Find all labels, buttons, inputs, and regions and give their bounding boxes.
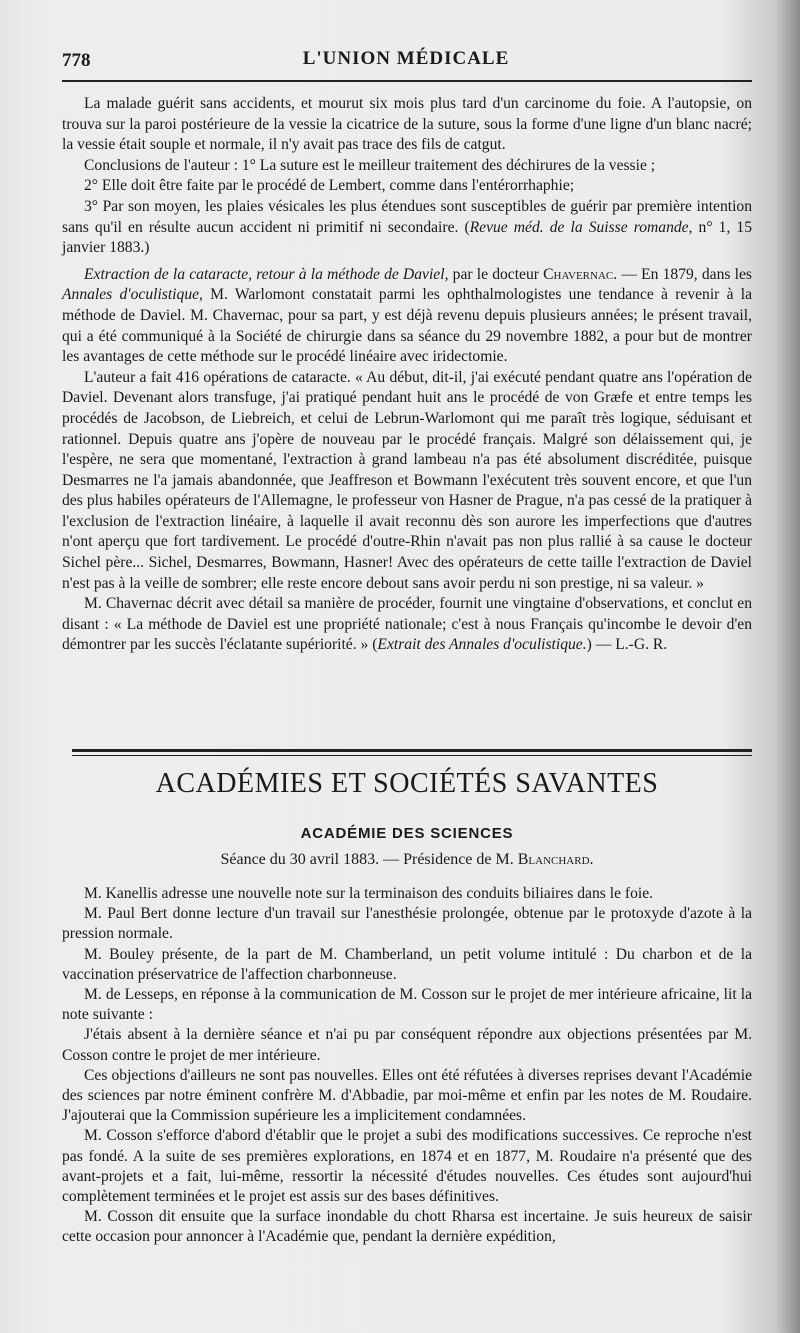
section-rule: [72, 755, 752, 756]
article-title: Extraction de la cataracte, retour à la méthode de Daviel,: [84, 265, 449, 283]
paragraph: M. de Lesseps, en réponse à la communication de M. Cosson sur le projet de mer intérieure africaine, lit la note suivante :: [62, 986, 752, 1024]
source-citation: Extrait des Annales d'oculistique.: [377, 636, 587, 654]
text-run: . — En 1879, dans les: [613, 265, 752, 283]
paragraph: J'étais absent à la dernière séance et n'ai pu par conséquent répondre aux objections présentées par M. Cosson contre le projet de mer intérieure.: [62, 1026, 752, 1064]
paragraph: M. Kanellis adresse une nouvelle note sur la terminaison des conduits biliaires dans le foie.: [84, 885, 654, 902]
paragraph: L'auteur a fait 416 opérations de cataracte. « Au début, dit-il, j'ai exécuté pendant quatre ans l'opération de Daviel. Devenant alors transfuge, j'ai pratiqué pendant huit ans le procédé de von Græfe et entre temps les procédés de Jacobson, de Liebreich, et celui de Lebrun-Warlomont qui me paraît très logique, séduisant et rationnel. Depuis quatre ans j'opère de nouveau par le procédé français. Malgré son délaissement qui, je l'espère, ne sera que momentané, l'extraction à grand lambeau n'a pas été absolument discréditée, puisque Desmarres ne l'a jamais abandonnée, que Jeaffreson et Bowmann l'exécutent très souvent encore, et que l'un des plus habiles opérateurs de l'Allemagne, le professeur von Hasner de Prague, n'a pas cessé de la pratiquer à l'exclusion de l'extraction linéaire, à laquelle il avait reconnu dès son aurore les imperfections que d'autres n'ont aperçu que fort tardivement. Le procédé d'outre-Rhin n'avait pas non plus rallié à sa cause le docteur Sichel père... Sichel, Desmarres, Bowmann, Hasner! Avec des opérateurs de cette taille l'extraction de Daviel n'est pas à la veille de sombrer; elle reste encore debout sans avoir perdu ni son prestige, ni sa valeur. »: [62, 368, 752, 592]
source-citation: Revue méd. de la Suisse romande: [469, 218, 689, 236]
journal-name: Annales d'oculistique: [62, 286, 200, 304]
text-run: , M. Warlomont constatait parmi les ophthalmologistes une tendance à revenir à la méthode de Daviel. M. Chavernac, pour sa part, y est déjà revenu depuis plusieurs années; le présent travail, qui a été communiqué à la Société de chirurgie dans sa séance du 29 novembre 1882, a pour but de montrer les avantages de cette méthode sur le procédé linéaire avec iridectomie.: [62, 286, 753, 366]
section-title: ACADÉMIES ET SOCIÉTÉS SAVANTES: [155, 768, 659, 799]
section-subheading: ACADÉMIE DES SCIENCES: [300, 825, 514, 842]
paragraph: M. Cosson dit ensuite que la surface inondable du chott Rharsa est incertaine. Je suis heureux de saisir cette occasion pour annoncer à l'Académie que, pendant la dernière expédition,: [62, 1208, 752, 1246]
paragraph: [62, 197, 752, 259]
academy-proceedings: [62, 884, 752, 1248]
text-run: 3° Par son moyen, les plaies vésicales les plus étendues sont susceptibles de guérir par première intention sans qu'il en résulte aucun accident ni primitif ni secondaire. (: [62, 197, 752, 236]
running-title: L'UNION MÉDICALE: [302, 48, 510, 69]
paragraph: M. Bouley présente, de la part de M. Chamberland, un petit volume intitulé : Du charbon et de la vaccination préservatrice de l'affection charbonneuse.: [62, 945, 752, 983]
session-line: [62, 851, 752, 869]
text-run: .: [589, 851, 594, 868]
paragraph: Ces objections d'ailleurs ne sont pas nouvelles. Elles ont été réfutées à diverses reprises devant l'Académie des sciences par notre éminent confrère M. d'Abbadie, par moi-même et enfin par les notes de M. Roudaire. J'ajouterai que la Commission supérieure les a implicitement condamnées.: [62, 1066, 752, 1125]
header-rule: [62, 80, 752, 82]
paragraph: 2° Elle doit être faite par le procédé de Lembert, comme dans l'entérorrhaphie;: [84, 177, 575, 195]
text-run: Séance du 30 avril 1883. — Présidence de M.: [220, 851, 518, 868]
paragraph: M. Paul Bert donne lecture d'un travail sur l'anesthésie prolongée, obtenue par le protoxyde d'azote à la pression normale.: [62, 905, 752, 943]
author-name: Chavernac: [543, 265, 614, 283]
paragraph: [62, 594, 752, 656]
text-run: par le docteur: [448, 265, 544, 283]
text-run: ) — L.-G. R.: [586, 636, 668, 654]
text-run: , n° 1, 15 janvier 1883.): [62, 218, 752, 257]
page-header: [62, 48, 750, 76]
paragraph: M. Cosson s'efforce d'abord d'établir que le projet a subi des modifications successives. Ce reproche n'est pas fondé. A la suite de ses premières explorations, en 1874 et en 1877, M. Roudaire n'a présenté que des avant-projets et a fait, lui-même, ressortir la nécessité d'études nouvelles. Ces études sont aujourd'hui complètement terminées et le projet est assis sur des bases définitives.: [62, 1127, 752, 1206]
page-number: 778: [62, 50, 91, 71]
article-text-top: [62, 94, 752, 656]
article-intro-paragraph: [62, 265, 752, 368]
paragraph: La malade guérit sans accidents, et mourut six mois plus tard d'un carcinome du foie. A l'autopsie, on trouva sur la paroi postérieure de la vessie la cicatrice de la suture, sous la forme d'une ligne d'un blanc nacré; la vessie était souple et normale, il n'y avait pas trace des fils de catgut.: [62, 95, 752, 154]
text-run: M. Chavernac décrit avec détail sa manière de procéder, fournit une vingtaine d'observations, et conclut en disant : « La méthode de Daviel est une propriété nationale; c'est à nous Français qu'incombe le devoir d'en démontrer par les succès l'éclatante supériorité. » (: [62, 595, 752, 654]
section-rule: [72, 749, 752, 752]
paragraph: Conclusions de l'auteur : 1° La suture est le meilleur traitement des déchirures de la vessie ;: [84, 156, 656, 174]
president-name: Blanchard: [517, 851, 590, 868]
